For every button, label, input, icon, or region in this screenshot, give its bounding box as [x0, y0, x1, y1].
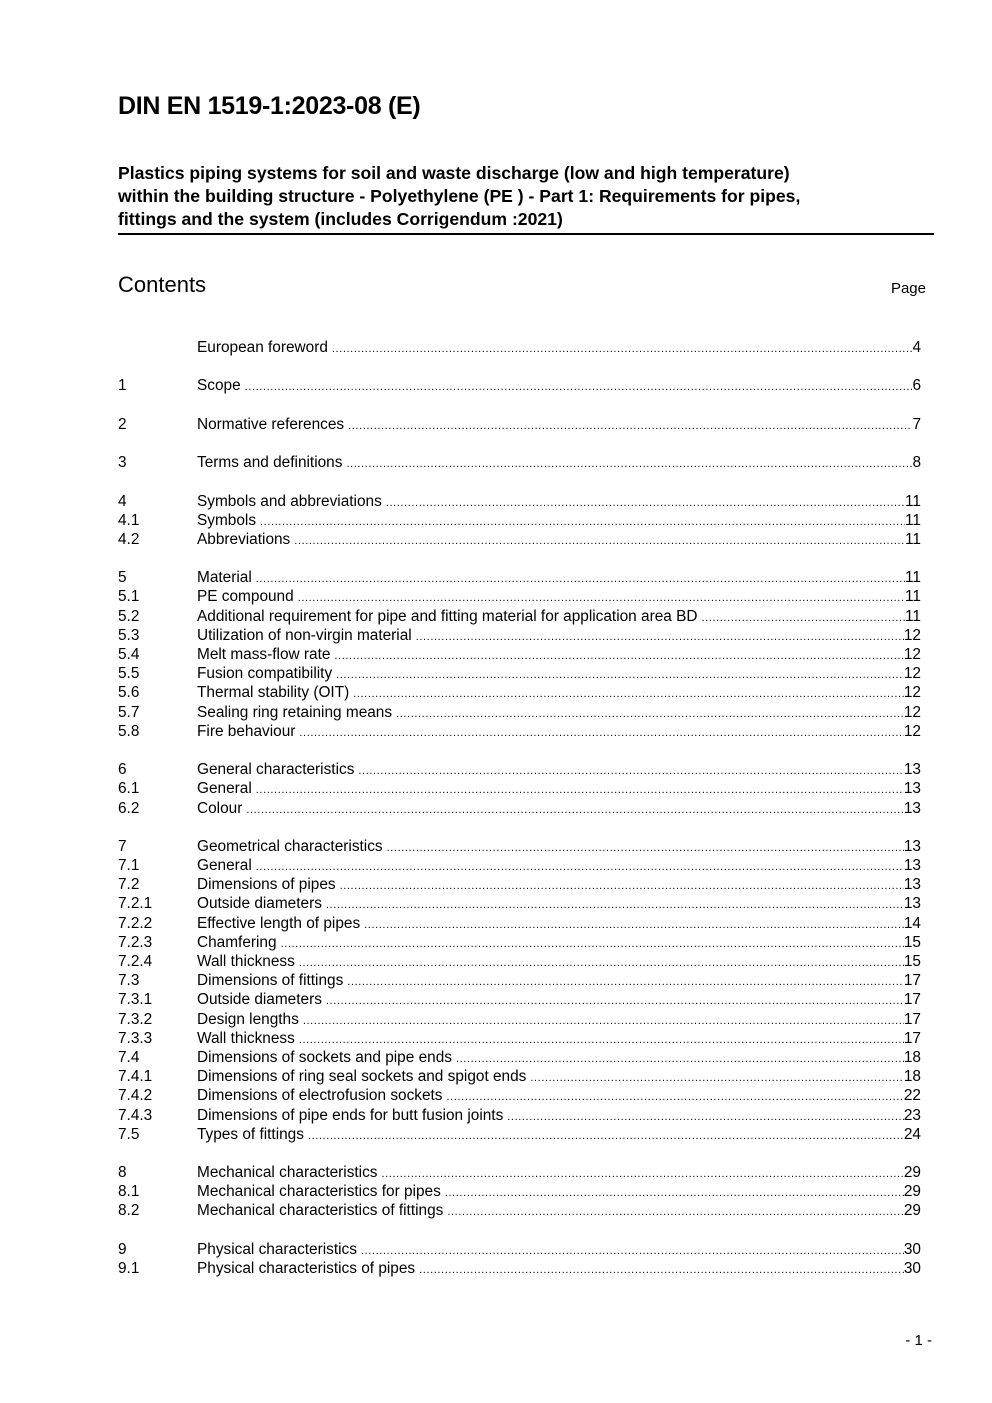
toc-entry[interactable]	[118, 1259, 921, 1278]
toc-entry[interactable]	[118, 703, 921, 722]
toc-entry-title: Types of fittings	[197, 1125, 304, 1143]
toc-entry[interactable]	[118, 1086, 921, 1105]
toc-entry-number: 9	[118, 1240, 127, 1258]
toc-entry-title: Chamfering	[197, 933, 277, 951]
toc-entry-title: Thermal stability (OIT)	[197, 684, 350, 702]
toc-entry[interactable]	[118, 875, 921, 894]
document-title	[118, 162, 934, 235]
dot-leader	[299, 954, 904, 973]
toc-entry-number: 4.1	[118, 511, 140, 529]
toc-entry-page: 18	[903, 1048, 921, 1066]
toc-entry[interactable]	[118, 799, 921, 818]
toc-entry[interactable]	[118, 990, 921, 1009]
toc-entry-title: Design lengths	[197, 1010, 299, 1028]
toc-entry-number: 7.3.1	[118, 991, 153, 1009]
toc-entry-page: 18	[903, 1068, 921, 1086]
toc-entry-title: Colour	[197, 799, 243, 817]
dot-leader	[260, 513, 905, 532]
dot-leader	[336, 666, 904, 685]
toc-entry-page: 24	[903, 1125, 921, 1143]
toc-entry-title: PE compound	[197, 588, 294, 606]
toc-entry-title: Dimensions of fittings	[197, 972, 344, 990]
toc-entry-page: 7	[912, 415, 921, 433]
toc-entry[interactable]	[118, 492, 921, 511]
toc-entry-title: Mechanical characteristics for pipes	[197, 1183, 441, 1201]
toc-entry-page: 8	[912, 454, 921, 472]
toc-entry-number: 7.2	[118, 876, 140, 894]
dot-leader	[332, 340, 913, 359]
dot-leader	[701, 609, 905, 628]
toc-entry-title: Wall thickness	[197, 953, 295, 970]
toc-entry[interactable]	[118, 511, 921, 530]
toc-entry[interactable]	[118, 760, 921, 779]
toc-entry-page: 11	[905, 511, 921, 529]
dot-leader	[530, 1069, 904, 1088]
document-id: DIN EN 1519-1:2023-08 (E)	[118, 92, 421, 120]
toc-entry[interactable]	[118, 779, 921, 798]
toc-entry-page: 12	[903, 646, 921, 663]
toc-entry-number: 7.1	[118, 857, 140, 875]
toc-entry[interactable]	[118, 645, 921, 664]
toc-entry-page: 11	[905, 588, 921, 606]
dot-leader	[358, 762, 903, 781]
toc-entry[interactable]	[118, 971, 921, 990]
toc-entry-page: 29	[903, 1164, 921, 1182]
toc-entry-title: Terms and definitions	[197, 454, 343, 472]
dot-leader	[281, 935, 904, 954]
dot-leader	[447, 1203, 904, 1222]
dot-leader	[256, 858, 904, 877]
toc-entry[interactable]	[118, 1201, 921, 1220]
toc-entry[interactable]	[118, 587, 921, 606]
toc-entry-title: Additional requirement for pipe and fitting material for application area BD	[197, 607, 698, 625]
toc-entry-title: Dimensions of electrofusion sockets	[197, 1087, 443, 1105]
toc-entry[interactable]	[118, 1029, 921, 1048]
toc-entry-title: Fusion compatibility	[197, 665, 333, 683]
toc-entry-title: General	[197, 780, 252, 798]
toc-entry-number: 7.3	[118, 972, 140, 990]
toc-entry-number: 7.3.3	[118, 1029, 153, 1047]
toc-entry-number: 7	[118, 837, 127, 855]
toc-entry-title: Abbreviations	[197, 530, 291, 548]
toc-entry[interactable]	[118, 1240, 921, 1259]
toc-entry-page: 14	[903, 914, 921, 932]
toc-entry-number: 7.2.2	[118, 914, 153, 932]
dot-leader	[416, 628, 904, 647]
toc-entry-page: 15	[903, 953, 921, 970]
toc-entry-page: 12	[903, 684, 921, 702]
dot-leader	[256, 570, 905, 589]
toc-entry-number: 7.4.3	[118, 1106, 153, 1124]
toc-entry-title: Dimensions of pipe ends for butt fusion joints	[197, 1106, 504, 1124]
toc-entry[interactable]	[118, 856, 921, 875]
dot-leader	[346, 455, 912, 474]
dot-leader	[445, 1184, 904, 1203]
toc-entry-page: 11	[905, 569, 921, 587]
toc-entry-page: 30	[903, 1260, 921, 1277]
toc-entry-page: 30	[903, 1240, 921, 1258]
toc-entry-title: Dimensions of pipes	[197, 876, 336, 894]
toc-entry-page: 4	[912, 339, 921, 356]
dot-leader	[308, 1127, 904, 1146]
toc-entry-number: 3	[118, 454, 127, 472]
toc-entry-page: 12	[903, 665, 921, 683]
toc-entry-number: 5.8	[118, 722, 140, 740]
toc-entry-title: European foreword	[197, 339, 328, 356]
toc-entry-title: General	[197, 857, 252, 875]
toc-entry-title: Material	[197, 569, 252, 587]
toc-entry-number: 4.2	[118, 530, 140, 548]
dot-leader	[447, 1088, 904, 1107]
toc-entry[interactable]	[118, 338, 921, 357]
toc-entry-number: 5.7	[118, 703, 140, 721]
toc-entry[interactable]	[118, 952, 921, 971]
dot-leader	[507, 1108, 904, 1127]
toc-entry-page: 12	[903, 626, 921, 644]
toc-entry-page: 29	[903, 1202, 921, 1220]
toc-entry-number: 7.2.3	[118, 933, 153, 951]
toc-entry-number: 5.3	[118, 626, 140, 644]
toc-entry-page: 13	[903, 799, 921, 817]
toc-entry-page: 11	[905, 607, 921, 625]
toc-entry-page: 12	[903, 703, 921, 721]
toc-entry-page: 12	[903, 722, 921, 740]
toc-entry-title: Scope	[197, 377, 241, 395]
toc-entry-number: 5	[118, 569, 127, 587]
toc-entry-title: Symbols	[197, 511, 257, 529]
toc-entry-title: Sealing ring retaining means	[197, 703, 393, 721]
dot-leader	[326, 896, 904, 915]
dot-leader	[361, 1242, 904, 1261]
toc-entry-number: 7.3.2	[118, 1010, 153, 1028]
toc-entry-title: General characteristics	[197, 761, 355, 779]
toc-entry-page: 13	[903, 876, 921, 894]
contents-heading: Contents	[118, 272, 207, 297]
toc-entry-number: 8.2	[118, 1202, 140, 1220]
toc-entry-page: 13	[903, 780, 921, 798]
toc-entry-number: 7.2.4	[118, 953, 153, 970]
toc-entry[interactable]	[118, 568, 921, 587]
dot-leader	[245, 378, 913, 397]
toc-entry-page: 17	[903, 1029, 921, 1047]
toc-entry-number: 7.4	[118, 1048, 140, 1066]
toc-entry-title: Normative references	[197, 415, 345, 433]
toc-entry-number: 5.2	[118, 607, 140, 625]
toc-entry-title: Physical characteristics	[197, 1240, 357, 1258]
dot-leader	[387, 839, 904, 858]
toc-entry-page: 13	[903, 895, 921, 913]
toc-entry-number: 7.4.1	[118, 1068, 153, 1086]
toc-entry[interactable]	[118, 453, 921, 472]
toc-entry[interactable]	[118, 914, 921, 933]
toc-entry-page: 22	[903, 1087, 921, 1105]
toc-entry-page: 17	[903, 991, 921, 1009]
toc-entry[interactable]	[118, 530, 921, 549]
toc-entry-page: 17	[903, 972, 921, 990]
toc-entry-title: Outside diameters	[197, 991, 322, 1009]
toc-entry[interactable]	[118, 1125, 921, 1144]
dot-leader	[347, 973, 904, 992]
toc-entry-title: Mechanical characteristics of fittings	[197, 1202, 444, 1220]
toc-entry-number: 7.5	[118, 1125, 140, 1143]
toc-entry-title: Effective length of pipes	[197, 914, 361, 932]
dot-leader	[381, 1165, 903, 1184]
toc-entry-page: 17	[903, 1010, 921, 1028]
toc-entry-number: 5.1	[118, 588, 140, 606]
toc-entry-title: Symbols and abbreviations	[197, 492, 382, 510]
title-line: within the building structure - Polyethylene (PE ) - Part 1: Requirements for pipes,	[118, 186, 801, 206]
toc-entry-number: 7.4.2	[118, 1087, 153, 1105]
dot-leader	[246, 801, 904, 820]
toc-entry-number: 7.2.1	[118, 895, 153, 913]
toc-entry-title: Outside diameters	[197, 895, 322, 913]
toc-entry[interactable]	[118, 894, 921, 913]
table-of-contents	[118, 338, 921, 1278]
toc-entry-number: 4	[118, 492, 127, 510]
dot-leader	[396, 705, 904, 724]
toc-entry-title: Dimensions of sockets and pipe ends	[197, 1048, 452, 1066]
toc-entry-number: 8	[118, 1164, 127, 1182]
dot-leader	[348, 417, 912, 436]
toc-entry[interactable]	[118, 1010, 921, 1029]
toc-entry[interactable]	[118, 376, 921, 395]
dot-leader	[256, 781, 904, 800]
dot-leader	[340, 877, 904, 896]
toc-entry-title: Fire behaviour	[197, 722, 296, 740]
toc-entry-title: Mechanical characteristics	[197, 1164, 378, 1182]
dot-leader	[364, 916, 904, 935]
dot-leader	[419, 1261, 904, 1280]
dot-leader	[294, 532, 905, 551]
toc-entry[interactable]	[118, 722, 921, 741]
toc-entry-page: 29	[903, 1183, 921, 1201]
toc-entry-page: 23	[903, 1106, 921, 1124]
toc-entry-title: Physical characteristics of pipes	[197, 1260, 416, 1277]
dot-leader	[353, 685, 904, 704]
dot-leader	[303, 1012, 904, 1031]
toc-entry-number: 9.1	[118, 1260, 140, 1277]
toc-entry-number: 5.4	[118, 646, 140, 663]
toc-entry-title: Geometrical characteristics	[197, 837, 383, 855]
toc-entry-number: 5.5	[118, 665, 140, 683]
toc-entry-page: 13	[903, 761, 921, 779]
dot-leader	[386, 494, 905, 513]
toc-entry[interactable]	[118, 837, 921, 856]
toc-entry-number: 1	[118, 377, 127, 395]
toc-entry-title: Wall thickness	[197, 1029, 295, 1047]
toc-entry[interactable]	[118, 1067, 921, 1086]
toc-entry[interactable]	[118, 1163, 921, 1182]
toc-entry-number: 6	[118, 761, 127, 779]
toc-entry-page: 11	[905, 530, 921, 548]
toc-entry-number: 2	[118, 415, 127, 433]
dot-leader	[299, 724, 903, 743]
toc-entry-number: 5.6	[118, 684, 140, 702]
toc-entry[interactable]	[118, 1048, 921, 1067]
toc-entry-number: 6.2	[118, 799, 140, 817]
toc-entry-page: 13	[903, 857, 921, 875]
toc-entry[interactable]	[118, 683, 921, 702]
toc-entry[interactable]	[118, 626, 921, 645]
toc-entry[interactable]	[118, 415, 921, 434]
toc-entry[interactable]	[118, 1182, 921, 1201]
toc-entry-title: Melt mass-flow rate	[197, 646, 331, 663]
dot-leader	[334, 647, 903, 666]
toc-entry[interactable]	[118, 1106, 921, 1125]
toc-entry-page: 13	[903, 837, 921, 855]
toc-entry-number: 6.1	[118, 780, 140, 798]
dot-leader	[326, 992, 904, 1011]
page-number: - 1 -	[905, 1332, 932, 1349]
toc-entry-page: 11	[905, 492, 921, 510]
toc-entry[interactable]	[118, 607, 921, 626]
toc-entry-title: Dimensions of ring seal sockets and spigot ends	[197, 1068, 527, 1086]
toc-entry[interactable]	[118, 933, 921, 952]
toc-entry[interactable]	[118, 664, 921, 683]
toc-entry-title: Utilization of non-virgin material	[197, 626, 412, 644]
page-column-heading: Page	[890, 280, 926, 297]
toc-entry-page: 15	[903, 933, 921, 951]
toc-entry-number: 8.1	[118, 1183, 140, 1201]
title-line: Plastics piping systems for soil and waste discharge (low and high temperature)	[118, 163, 790, 183]
title-line: fittings and the system (includes Corrigendum :2021)	[118, 209, 563, 229]
toc-entry-page: 6	[912, 377, 921, 395]
